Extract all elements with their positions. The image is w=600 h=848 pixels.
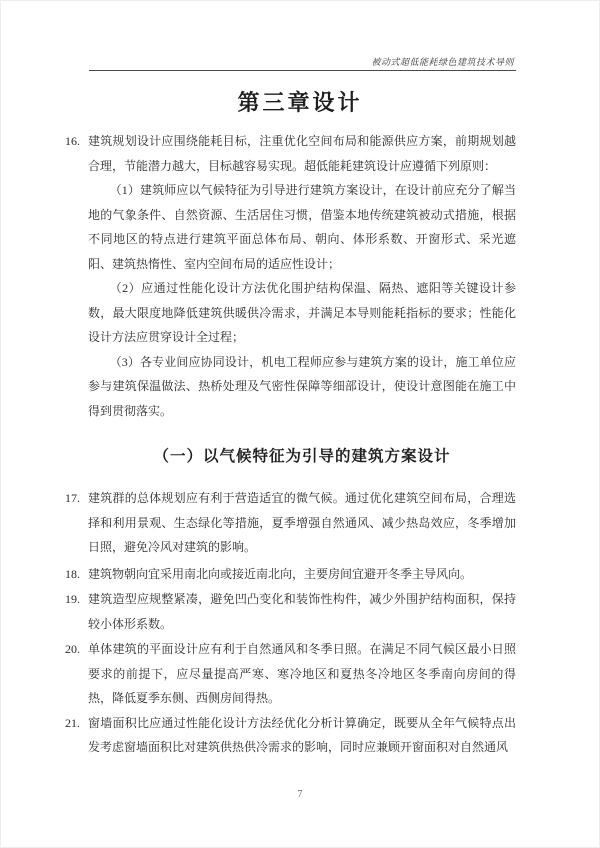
list-item-18 <box>65 562 516 587</box>
item16-sub1: （1）建筑师应以气候特征为引导进行建筑方案设计，在设计前应充分了解当地的气象条件、自然资源、生活居住习惯，借鉴本地传统建筑被动式措施，根据不同地区的特点进行建筑平面总体布局、朝向、体形系数、开窗形式、采光遮阳、建筑热惰性、室内空间布局的适应性设计； <box>88 183 516 271</box>
list-item-number: 19. <box>65 592 80 606</box>
list-item-17 <box>65 486 516 560</box>
list-item-number: 21. <box>65 715 80 730</box>
running-header <box>371 55 514 68</box>
item18-text: 建筑物朝向宜采用南北向或接近南北向，主要房间宜避开冬季主导风向。 <box>88 566 473 581</box>
list-item-number: 20. <box>65 642 80 656</box>
list-item-21 <box>65 711 516 760</box>
list-item-number: 17. <box>65 491 80 505</box>
list-item-20 <box>65 637 516 711</box>
document-body <box>65 129 516 760</box>
item16-sub2: （2）应通过性能化设计方法优化围护结构保温、隔热、遮阳等关键设计参数，最大限度地降低建筑供暖供冷需求，并满足本导则能耗指标的要求；性能化设计方法应贯穿设计全过程； <box>88 281 516 344</box>
item16-sub3: （3）各专业间应协同设计，机电工程师应参与建筑方案的设计，施工单位应参与建筑保温做法、热桥处理及气密性保障等细部设计，使设计意图能在施工中得到贯彻落实。 <box>88 354 516 418</box>
item17-text: 建筑群的总体规划应有利于营造适宜的微气候。通过优化建筑空间布局，合理选择和利用景观、生态绿化等措施，夏季增强自然通风、减少热岛效应，冬季增加日照，避免冷风对建筑的影响。 <box>88 491 516 554</box>
item20-text: 单体建筑的平面设计应有利于自然通风和冬季日照。在满足不同气候区最小日照要求的前提下，应尽量提高严寒、寒冷地区和夏热冬冷地区冬季南向房间的得热，降低夏季东侧、西侧房间得热。 <box>88 642 516 705</box>
running-header-text: 被动式超低能耗绿色建筑技术导则 <box>371 57 514 67</box>
list-item-16 <box>65 129 516 423</box>
list-item-number: 16. <box>65 134 80 148</box>
chapter-title: 第三章设计 <box>237 90 363 115</box>
page-footer <box>1 789 599 800</box>
item19-text: 建筑造型应规整紧凑，避免凹凸变化和装饰性构件，减少外围护结构面积，保持较小体形系数。 <box>88 592 516 631</box>
section-heading: （一）以气候特征为引导的建筑方案设计 <box>153 448 451 465</box>
list-item-number: 18. <box>65 566 80 581</box>
item21-text: 窗墙面积比应通过性能化设计方法经优化分析计算确定，既要从全年气候特点出发考虑窗墙面积比对建筑供热供冷需求的影响，同时应兼顾开窗面积对自然通风 <box>88 715 516 754</box>
item16-intro: 建筑规划设计应围绕能耗目标，注重优化空间布局和能源供应方案，前期规划越合理，节能潜力越大，目标越容易实现。超低能耗建筑设计应遵循下列原则： <box>88 134 516 173</box>
page-number: 7 <box>297 789 303 800</box>
header-rule <box>89 70 516 71</box>
list-item-19 <box>65 587 516 636</box>
